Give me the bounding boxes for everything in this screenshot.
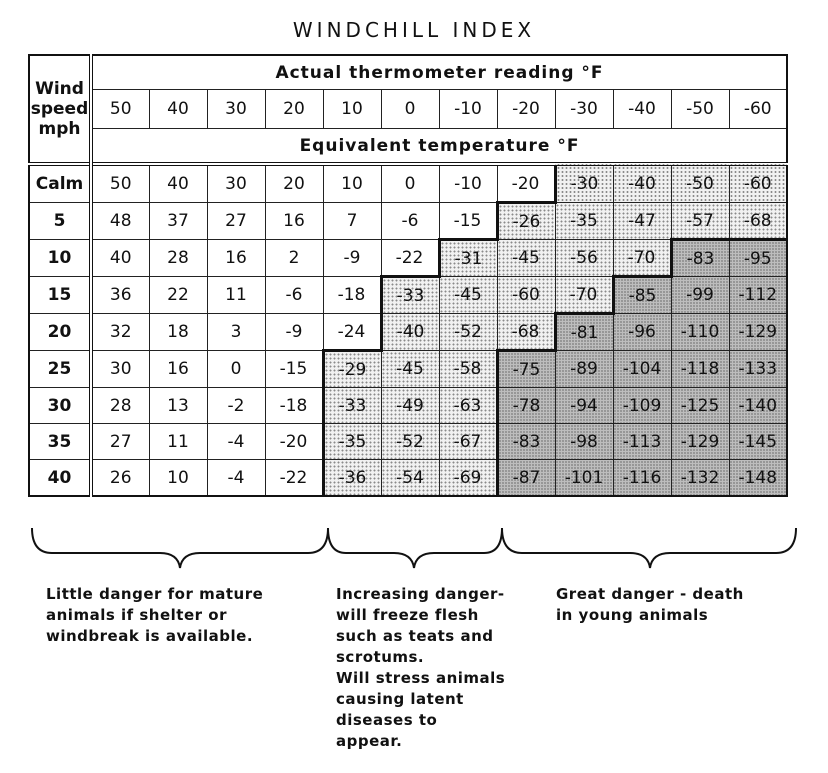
actual-temp-column-header: 20 — [265, 90, 323, 129]
equivalent-temp-cell: 30 — [207, 164, 265, 203]
equivalent-temp-cell: -101 — [555, 460, 613, 497]
equivalent-temp-cell: -87 — [497, 460, 555, 497]
equivalent-temp-cell: -45 — [497, 240, 555, 277]
equivalent-temp-cell: -95 — [729, 240, 787, 277]
equivalent-temp-cell: 7 — [323, 203, 381, 240]
equivalent-temp-cell: -132 — [671, 460, 729, 497]
equivalent-temp-cell: -113 — [613, 424, 671, 460]
equivalent-temp-cell: 40 — [91, 240, 149, 277]
equivalent-temp-cell: -118 — [671, 351, 729, 388]
equivalent-temp-cell: -133 — [729, 351, 787, 388]
wind-speed-label-line: speed — [30, 99, 89, 119]
equivalent-temp-cell: 13 — [149, 388, 207, 424]
equivalent-temp-cell: 18 — [149, 314, 207, 351]
page-title: WINDCHILL INDEX — [292, 18, 536, 42]
equivalent-temp-cell: 28 — [91, 388, 149, 424]
equivalent-temp-cell: -96 — [613, 314, 671, 351]
equivalent-temp-cell: -6 — [265, 277, 323, 314]
equivalent-temp-cell: 50 — [91, 164, 149, 203]
equivalent-temp-cell: 10 — [323, 164, 381, 203]
wind-speed-label-line: mph — [38, 119, 81, 139]
equivalent-temp-cell: -22 — [265, 460, 323, 497]
brace-great-danger — [502, 528, 796, 568]
note-line: Great danger - death — [556, 585, 744, 603]
equivalent-temp-cell: -9 — [323, 240, 381, 277]
equivalent-temp-cell: -30 — [555, 164, 613, 203]
equivalent-temp-cell: -68 — [497, 314, 555, 351]
equivalent-temp-cell: -20 — [265, 424, 323, 460]
equivalent-temp-cell: 0 — [207, 351, 265, 388]
wind-speed-cell: 10 — [29, 240, 91, 277]
actual-temp-column-header: 50 — [91, 90, 149, 129]
equivalent-temp-cell: -6 — [381, 203, 439, 240]
equivalent-temp-cell: 11 — [149, 424, 207, 460]
equivalent-temp-cell: 11 — [207, 277, 265, 314]
equivalent-temp-cell: 32 — [91, 314, 149, 351]
equivalent-temp-cell: -20 — [497, 164, 555, 203]
equivalent-temp-cell: -31 — [439, 240, 497, 277]
equivalent-temp-cell: 16 — [265, 203, 323, 240]
wind-speed-cell: 5 — [29, 203, 91, 240]
note-great-danger — [556, 584, 744, 626]
wind-speed-cell: Calm — [29, 164, 91, 203]
equivalent-temp-cell: 27 — [207, 203, 265, 240]
equivalent-temp-cell: -125 — [671, 388, 729, 424]
equivalent-temp-cell: 16 — [149, 351, 207, 388]
equivalent-temp-cell: -129 — [729, 314, 787, 351]
note-line: such as teats and — [336, 627, 494, 645]
equivalent-temp-cell: 0 — [381, 164, 439, 203]
equivalent-temp-cell: 48 — [91, 203, 149, 240]
equivalent-temp-cell: -58 — [439, 351, 497, 388]
equivalent-temp-cell: -140 — [729, 388, 787, 424]
wind-speed-cell: 40 — [29, 460, 91, 497]
wind-speed-cell: 30 — [29, 388, 91, 424]
equivalent-temp-cell: -68 — [729, 203, 787, 240]
equivalent-temp-cell: -54 — [381, 460, 439, 497]
actual-temp-column-header: -50 — [671, 90, 729, 129]
equivalent-temp-cell: -112 — [729, 277, 787, 314]
wind-speed-cell: 15 — [29, 277, 91, 314]
equivalent-temp-cell: -22 — [381, 240, 439, 277]
equivalent-temp-cell: -78 — [497, 388, 555, 424]
brace-increasing-danger — [328, 528, 502, 568]
equivalent-temp-cell: -2 — [207, 388, 265, 424]
equivalent-temp-cell: -104 — [613, 351, 671, 388]
actual-temp-column-header: 10 — [323, 90, 381, 129]
wind-speed-cell: 35 — [29, 424, 91, 460]
actual-temp-column-header: -40 — [613, 90, 671, 129]
equivalent-temp-cell: -67 — [439, 424, 497, 460]
equivalent-temp-cell: -24 — [323, 314, 381, 351]
equivalent-temp-cell: -148 — [729, 460, 787, 497]
equivalent-temp-cell: 28 — [149, 240, 207, 277]
actual-temp-column-header: 40 — [149, 90, 207, 129]
equivalent-temp-cell: -10 — [439, 164, 497, 203]
equivalent-temp-cell: -83 — [497, 424, 555, 460]
equivalent-temperature-header: Equivalent temperature °F — [91, 129, 787, 165]
equivalent-temp-cell: -45 — [439, 277, 497, 314]
equivalent-temp-cell: -35 — [323, 424, 381, 460]
equivalent-temp-cell: 16 — [207, 240, 265, 277]
note-line: in young animals — [556, 606, 709, 624]
equivalent-temp-cell: 27 — [91, 424, 149, 460]
equivalent-temp-cell: -9 — [265, 314, 323, 351]
equivalent-temp-cell: 3 — [207, 314, 265, 351]
equivalent-temp-cell: -52 — [439, 314, 497, 351]
actual-temp-column-header: -10 — [439, 90, 497, 129]
note-increasing-danger — [336, 584, 505, 752]
equivalent-temp-cell: -56 — [555, 240, 613, 277]
equivalent-temp-cell: -57 — [671, 203, 729, 240]
actual-temp-column-header: -20 — [497, 90, 555, 129]
equivalent-temp-cell: 2 — [265, 240, 323, 277]
equivalent-temp-cell: -29 — [323, 351, 381, 388]
equivalent-temp-cell: -45 — [381, 351, 439, 388]
equivalent-temp-cell: -49 — [381, 388, 439, 424]
equivalent-temp-cell: 10 — [149, 460, 207, 497]
actual-temp-column-header: 0 — [381, 90, 439, 129]
equivalent-temp-cell: -15 — [265, 351, 323, 388]
note-line: appear. — [336, 732, 403, 750]
equivalent-temp-cell: -109 — [613, 388, 671, 424]
actual-temp-column-header: -30 — [555, 90, 613, 129]
note-line: will freeze flesh — [336, 606, 479, 624]
equivalent-temp-cell: -129 — [671, 424, 729, 460]
equivalent-temp-cell: -75 — [497, 351, 555, 388]
note-line: scrotums. — [336, 648, 425, 666]
equivalent-temp-cell: 40 — [149, 164, 207, 203]
equivalent-temp-cell: -33 — [381, 277, 439, 314]
equivalent-temp-cell: 37 — [149, 203, 207, 240]
equivalent-temp-cell: -40 — [381, 314, 439, 351]
equivalent-temp-cell: -110 — [671, 314, 729, 351]
actual-temp-column-header: -60 — [729, 90, 787, 129]
equivalent-temp-cell: -116 — [613, 460, 671, 497]
equivalent-temp-cell: -18 — [265, 388, 323, 424]
note-line: Will stress animals — [336, 669, 506, 687]
equivalent-temp-cell: -52 — [381, 424, 439, 460]
equivalent-temp-cell: -15 — [439, 203, 497, 240]
equivalent-temp-cell: -36 — [323, 460, 381, 497]
equivalent-temp-cell: -40 — [613, 164, 671, 203]
equivalent-temp-cell: -98 — [555, 424, 613, 460]
note-line: diseases to — [336, 711, 438, 729]
wind-speed-label-line: Wind — [35, 79, 84, 99]
equivalent-temp-cell: -69 — [439, 460, 497, 497]
equivalent-temp-cell: -60 — [497, 277, 555, 314]
wind-speed-cell: 25 — [29, 351, 91, 388]
note-line: Little danger for mature — [46, 585, 264, 603]
brace-little-danger — [32, 528, 328, 568]
equivalent-temp-cell: -70 — [613, 240, 671, 277]
actual-reading-header: Actual thermometer reading °F — [91, 55, 787, 90]
equivalent-temp-cell: -89 — [555, 351, 613, 388]
equivalent-temp-cell: -33 — [323, 388, 381, 424]
equivalent-temp-cell: -94 — [555, 388, 613, 424]
note-little-danger — [46, 584, 263, 647]
equivalent-temp-cell: -26 — [497, 203, 555, 240]
equivalent-temp-cell: 20 — [265, 164, 323, 203]
equivalent-temp-cell: -70 — [555, 277, 613, 314]
note-line: animals if shelter or — [46, 606, 227, 624]
equivalent-temp-cell: -60 — [729, 164, 787, 203]
equivalent-temp-cell: 22 — [149, 277, 207, 314]
note-line: Increasing danger- — [336, 585, 505, 603]
equivalent-temp-cell: -81 — [555, 314, 613, 351]
wind-speed-cell: 20 — [29, 314, 91, 351]
equivalent-temp-cell: -47 — [613, 203, 671, 240]
equivalent-temp-cell: -35 — [555, 203, 613, 240]
equivalent-temp-cell: 26 — [91, 460, 149, 497]
equivalent-temp-cell: -63 — [439, 388, 497, 424]
equivalent-temp-cell: -85 — [613, 277, 671, 314]
equivalent-temp-cell: 30 — [91, 351, 149, 388]
equivalent-temp-cell: -4 — [207, 424, 265, 460]
note-line: causing latent — [336, 690, 464, 708]
equivalent-temp-cell: -50 — [671, 164, 729, 203]
equivalent-temp-cell: -99 — [671, 277, 729, 314]
note-line: windbreak is available. — [46, 627, 254, 645]
equivalent-temp-cell: -4 — [207, 460, 265, 497]
equivalent-temp-cell: 36 — [91, 277, 149, 314]
equivalent-temp-cell: -145 — [729, 424, 787, 460]
equivalent-temp-cell: -83 — [671, 240, 729, 277]
equivalent-temp-cell: -18 — [323, 277, 381, 314]
actual-temp-column-header: 30 — [207, 90, 265, 129]
